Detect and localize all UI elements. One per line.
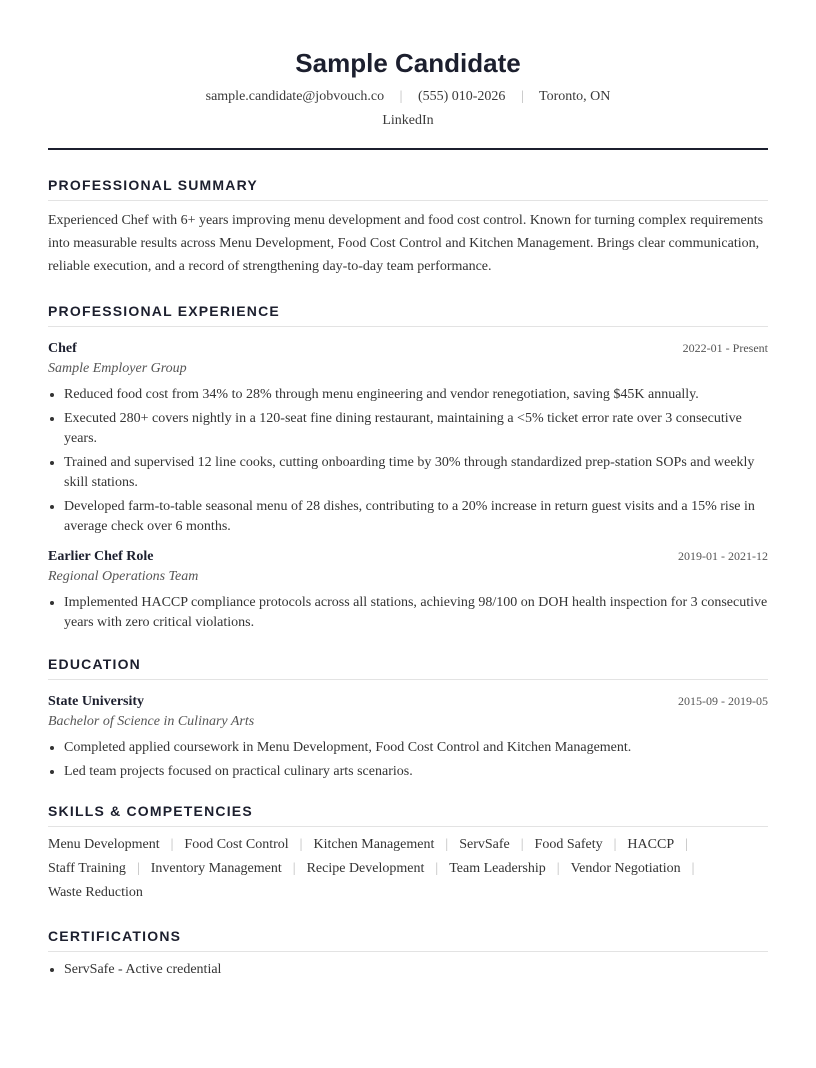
section-title: PROFESSIONAL EXPERIENCE — [48, 303, 280, 319]
education-header — [48, 692, 768, 712]
section-divider — [48, 326, 768, 327]
employer-name: Sample Employer Group — [48, 361, 187, 376]
skill-item: ServSafe — [459, 837, 510, 852]
job-bullets — [48, 593, 768, 633]
job-entry — [48, 339, 768, 537]
certification-item: • ServSafe - Active credential — [64, 960, 768, 980]
job-dates: 2019-01 - 2021-12 — [678, 549, 768, 563]
skill-separator: | — [445, 837, 449, 852]
location: Toronto, ON — [539, 89, 611, 104]
candidate-name: Sample Candidate — [295, 48, 521, 78]
degree-name: Bachelor of Science in Culinary Arts — [48, 714, 255, 729]
job-title: Earlier Chef Role — [48, 549, 154, 564]
bullet-item: • Executed 280+ covers nightly in a 120-seat fine dining restaurant, maintaining a <5% ticket error rate over 3 consecutive years. — [64, 409, 768, 449]
skill-item: Recipe Development — [306, 861, 425, 876]
summary-section — [48, 176, 768, 278]
resume-page — [48, 0, 768, 980]
skill-item: Team Leadership — [449, 861, 546, 876]
skill-separator: | — [556, 861, 560, 876]
job-entry — [48, 547, 768, 633]
job-header — [48, 547, 768, 567]
job-header — [48, 339, 768, 359]
contact-separator: | — [520, 89, 524, 104]
skill-item: Food Cost Control — [184, 837, 289, 852]
section-divider — [48, 951, 768, 952]
skill-separator: | — [170, 837, 174, 852]
section-divider — [48, 826, 768, 827]
education-entry — [48, 692, 768, 782]
contact-line — [48, 88, 768, 106]
job-dates: 2022-01 - Present — [682, 341, 768, 355]
certification-list — [48, 960, 768, 980]
section-divider — [48, 679, 768, 680]
email-link[interactable]: sample.candidate@jobvouch.co — [205, 89, 385, 104]
job-title: Chef — [48, 341, 77, 356]
job-bullets — [48, 385, 768, 537]
skills-list — [48, 833, 768, 905]
employer-name: Regional Operations Team — [48, 569, 199, 584]
linkedin-link[interactable]: LinkedIn — [382, 113, 434, 128]
phone-number: (555) 010-2026 — [417, 89, 506, 104]
skill-item: Waste Reduction — [48, 885, 143, 900]
bullet-item: • Completed applied coursework in Menu Development, Food Cost Control and Kitchen Management. — [64, 738, 768, 758]
skill-item: HACCP — [627, 837, 675, 852]
linkedin-line — [48, 112, 768, 130]
section-title: SKILLS & COMPETENCIES — [48, 803, 253, 819]
education-bullets — [48, 738, 768, 782]
skill-separator: | — [613, 837, 617, 852]
skill-item: Staff Training — [48, 861, 126, 876]
education-dates: 2015-09 - 2019-05 — [678, 694, 768, 708]
section-title: EDUCATION — [48, 656, 141, 672]
bullet-item: • Trained and supervised 12 line cooks, cutting onboarding time by 30% through standardized prep-station SOPs and weekly skill stations. — [64, 453, 768, 493]
skill-item: Kitchen Management — [313, 837, 435, 852]
section-divider — [48, 200, 768, 201]
skill-separator: | — [685, 837, 688, 852]
section-title: CERTIFICATIONS — [48, 928, 182, 944]
skill-separator: | — [435, 861, 439, 876]
bullet-item: • Developed farm-to-table seasonal menu of 28 dishes, contributing to a 20% increase in return guest visits and a 15% rise in average check over 6 months. — [64, 497, 768, 537]
bullet-item: • Implemented HACCP compliance protocols across all stations, achieving 98/100 on DOH health inspection for 3 consecutive years with zero critical violations. — [64, 593, 768, 633]
skill-separator: | — [691, 861, 695, 876]
education-section — [48, 655, 768, 782]
section-title: PROFESSIONAL SUMMARY — [48, 177, 258, 193]
skill-item: Food Safety — [534, 837, 603, 852]
skill-separator: | — [299, 837, 303, 852]
experience-section — [48, 302, 768, 633]
certifications-section — [48, 927, 768, 980]
skill-separator: | — [292, 861, 296, 876]
summary-text: Experienced Chef with 6+ years improving menu development and food cost control. Known for turning complex requirements into measurable results across Menu Development, Food Cost Control and Kitchen Management. Brings clear communication, reliable execution, and a record of strengthening day-to-day team performance. — [48, 213, 764, 274]
header-divider — [48, 148, 768, 150]
skill-item: Vendor Negotiation — [570, 861, 681, 876]
skill-separator: | — [520, 837, 524, 852]
skill-separator: | — [136, 861, 140, 876]
school-name: State University — [48, 694, 145, 709]
contact-separator: | — [399, 89, 403, 104]
bullet-item: • Reduced food cost from 34% to 28% through menu engineering and vendor renegotiation, saving $45K annually. — [64, 385, 768, 405]
bullet-item: • Led team projects focused on practical culinary arts scenarios. — [64, 762, 768, 782]
skill-item: Menu Development — [48, 837, 160, 852]
skill-item: Inventory Management — [150, 861, 282, 876]
skills-section — [48, 802, 768, 905]
